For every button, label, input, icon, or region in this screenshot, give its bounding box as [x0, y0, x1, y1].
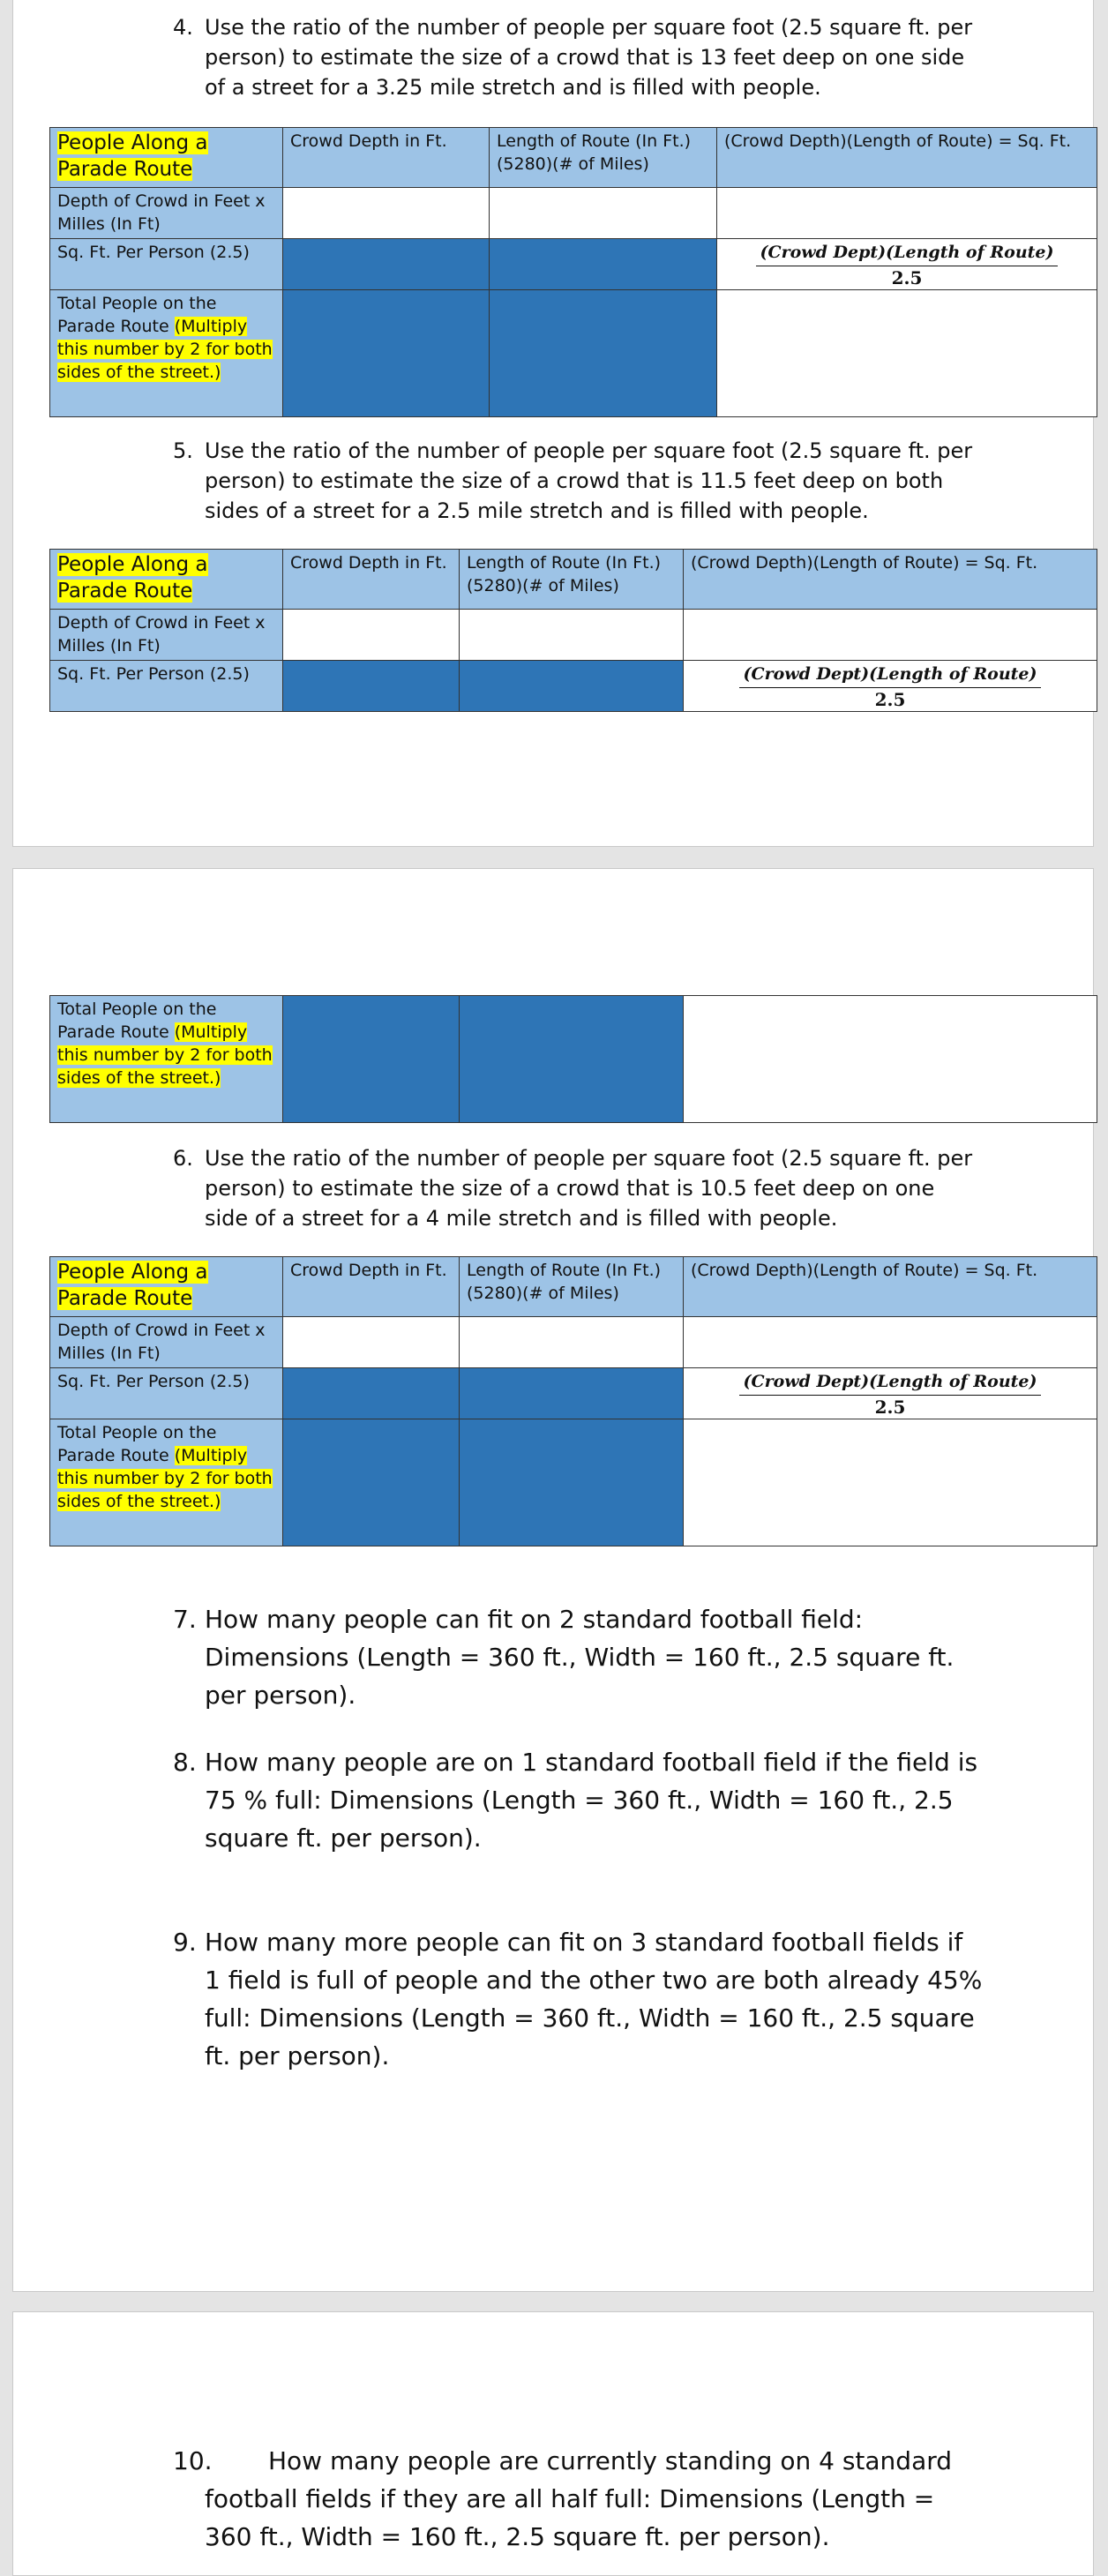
question-text: Use the ratio of the number of people per square foot (2.5 square ft. per person) to estimate the size of a crowd that is 13 feet deep on one side of a street for a 3.25 mile stretch and is filled with people. — [205, 15, 973, 100]
row-label-total-people — [50, 996, 283, 1123]
total-note: (Multiply this number by 2 for both sides of the street.) — [57, 317, 273, 382]
question-text: How many people are currently standing on 4 standard football fields if they are all half full: Dimensions (Length = 360 ft., Width = 160 ft., 2.5 square ft. per person). — [205, 2446, 953, 2551]
header-square-feet: (Crowd Depth)(Length of Route) = Sq. Ft. — [684, 1257, 1097, 1317]
crowd-table-q5-continued — [49, 995, 1097, 1123]
table-title-cell — [50, 128, 283, 188]
formula-denominator: 2.5 — [891, 267, 923, 288]
formula-cell — [684, 1368, 1097, 1419]
question-text: How many people are on 1 standard football field if the field is 75 % full: Dimensions (Length = 360 ft., Width = 160 ft., 2.5 square ft. per person). — [205, 1748, 978, 1853]
formula-numerator: (Crowd Dept)(Length of Route) — [739, 1370, 1040, 1396]
row-label-sqft-per-person: Sq. Ft. Per Person (2.5) — [50, 661, 283, 712]
shaded-cell — [283, 290, 490, 417]
row-label-total-people — [50, 290, 283, 417]
row-label-total-people — [50, 1419, 283, 1546]
formula-denominator: 2.5 — [874, 1397, 906, 1418]
answer-cell-depth[interactable] — [283, 610, 460, 661]
shaded-cell — [283, 1368, 460, 1419]
answer-cell-length[interactable] — [460, 610, 684, 661]
crowd-table-q6 — [49, 1256, 1097, 1546]
question-text: How many people can fit on 2 standard football field: Dimensions (Length = 360 ft., Width = 160 ft., 2.5 square ft. per person). — [205, 1605, 955, 1710]
question-number: 10. — [173, 2446, 213, 2475]
crowd-table-q5 — [49, 549, 1097, 712]
header-route-length: Length of Route (In Ft.) (5280)(# of Miles) — [460, 1257, 684, 1317]
shaded-cell — [460, 1368, 684, 1419]
shaded-cell — [283, 1419, 460, 1546]
question-number: 9. — [173, 1928, 197, 1957]
total-label: Total People on the Parade Route — [57, 1000, 217, 1042]
formula-numerator: (Crowd Dept)(Length of Route) — [739, 663, 1040, 688]
answer-cell-total[interactable] — [717, 290, 1097, 417]
table-title-cell — [50, 1257, 283, 1317]
question-number: 5. — [173, 438, 193, 463]
row-label-depth: Depth of Crowd in Feet x Milles (In Ft) — [50, 1317, 283, 1368]
answer-cell-total[interactable] — [684, 996, 1097, 1123]
formula-cell — [717, 239, 1097, 290]
table-title: People Along a Parade Route — [57, 1261, 208, 1310]
question-number: 4. — [173, 15, 193, 40]
question-9 — [173, 1923, 984, 2075]
header-crowd-depth: Crowd Depth in Ft. — [283, 1257, 460, 1317]
total-note: (Multiply this number by 2 for both sides of the street.) — [57, 1022, 273, 1088]
question-5 — [173, 436, 984, 526]
total-label: Total People on the Parade Route — [57, 294, 217, 336]
header-square-feet: (Crowd Depth)(Length of Route) = Sq. Ft. — [684, 550, 1097, 610]
question-6 — [173, 1143, 984, 1233]
shaded-cell — [490, 239, 717, 290]
header-crowd-depth: Crowd Depth in Ft. — [283, 550, 460, 610]
question-number: 6. — [173, 1146, 193, 1171]
table-title-cell — [50, 550, 283, 610]
answer-cell-length[interactable] — [460, 1317, 684, 1368]
answer-cell-length[interactable] — [490, 188, 717, 239]
question-text: Use the ratio of the number of people per square foot (2.5 square ft. per person) to estimate the size of a crowd that is 10.5 feet deep on one side of a street for a 4 mile stretch and is filled with people. — [205, 1146, 973, 1231]
header-route-length: Length of Route (In Ft.) (5280)(# of Miles) — [490, 128, 717, 188]
question-10 — [173, 2442, 984, 2556]
answer-cell-area[interactable] — [684, 1317, 1097, 1368]
answer-cell-area[interactable] — [717, 188, 1097, 239]
answer-cell-area[interactable] — [684, 610, 1097, 661]
shaded-cell — [283, 996, 460, 1123]
row-label-sqft-per-person: Sq. Ft. Per Person (2.5) — [50, 1368, 283, 1419]
header-crowd-depth: Crowd Depth in Ft. — [283, 128, 490, 188]
row-label-depth: Depth of Crowd in Feet x Milles (In Ft) — [50, 610, 283, 661]
answer-cell-total[interactable] — [684, 1419, 1097, 1546]
formula-denominator: 2.5 — [874, 689, 906, 710]
total-note: (Multiply this number by 2 for both sides of the street.) — [57, 1446, 273, 1511]
header-square-feet: (Crowd Depth)(Length of Route) = Sq. Ft. — [717, 128, 1097, 188]
shaded-cell — [283, 239, 490, 290]
total-label: Total People on the Parade Route — [57, 1423, 217, 1465]
shaded-cell — [460, 996, 684, 1123]
shaded-cell — [460, 1419, 684, 1546]
question-text: How many more people can fit on 3 standard football fields if 1 field is full of people and the other two are both already 45% full: Dimensions (Length = 360 ft., Width = 160 ft., 2.5 square ft. per person). — [205, 1928, 983, 2071]
shaded-cell — [490, 290, 717, 417]
shaded-cell — [283, 661, 460, 712]
question-number: 8. — [173, 1748, 197, 1777]
question-7 — [173, 1600, 984, 1714]
question-text: Use the ratio of the number of people per square foot (2.5 square ft. per person) to estimate the size of a crowd that is 11.5 feet deep on both sides of a street for a 2.5 mile stretch and is filled with people. — [205, 438, 973, 523]
question-number: 7. — [173, 1605, 197, 1634]
answer-cell-depth[interactable] — [283, 188, 490, 239]
table-title: People Along a Parade Route — [57, 553, 208, 603]
shaded-cell — [460, 661, 684, 712]
table-title: People Along a Parade Route — [57, 131, 208, 181]
header-route-length: Length of Route (In Ft.) (5280)(# of Miles) — [460, 550, 684, 610]
formula-numerator: (Crowd Dept)(Length of Route) — [756, 241, 1057, 266]
formula-cell — [684, 661, 1097, 712]
row-label-sqft-per-person: Sq. Ft. Per Person (2.5) — [50, 239, 283, 290]
question-8 — [173, 1743, 984, 1857]
answer-cell-depth[interactable] — [283, 1317, 460, 1368]
crowd-table-q4 — [49, 127, 1097, 417]
question-4 — [173, 12, 984, 102]
row-label-depth: Depth of Crowd in Feet x Milles (In Ft) — [50, 188, 283, 239]
